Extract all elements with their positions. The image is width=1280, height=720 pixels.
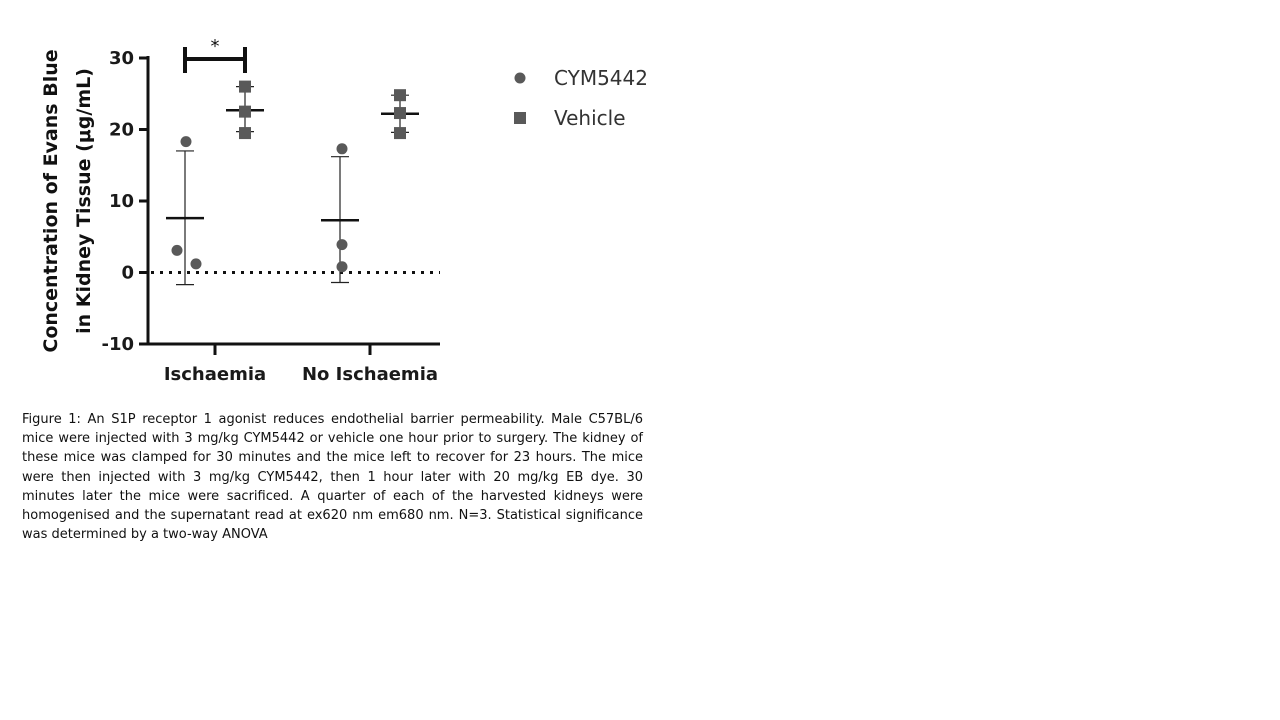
legend-marker-circle (515, 73, 526, 84)
data-point-square (239, 127, 251, 139)
legend-label: CYM5442 (554, 66, 648, 90)
y-tick-label: -10 (101, 334, 134, 355)
data-point-circle (337, 239, 348, 250)
data-point-square (394, 127, 406, 139)
data-point-square (394, 107, 406, 119)
y-tick-label: 30 (108, 48, 134, 69)
data-point-square (239, 81, 251, 93)
y-tick-label: 0 (121, 262, 134, 284)
data-point-circle (181, 136, 192, 147)
figure-caption: Figure 1: An S1P receptor 1 agonist reduces endothelial barrier permeability. Male C57BL/6 mice were injected with 3 mg/kg CYM5442 or vehicle one hour prior to surgery. The kidney of these mice was clamped for 30 minutes and the mice left to recover for 23 hours. The mice were then injected with 3 mg/kg CYM5442, then 1 hour later with 20 mg/kg EB dye. 30 minutes later the mice were sacrificed. A quarter of each of the harvested kidneys were homogenised and the supernatant read at ex620 nm em680 nm. N=3. Statistical significance was determined by a two-way ANOVA (22, 412, 643, 543)
y-axis-title-line2: in Kidney Tissue (μg/mL) (73, 68, 95, 334)
y-axis-title-line1: Concentration of Evans Blue (40, 49, 62, 353)
data-point-circle (337, 143, 348, 154)
data-point-circle (191, 258, 202, 269)
data-point-square (394, 89, 406, 101)
dot-plot-chart (0, 0, 700, 400)
data-point-square (239, 106, 251, 118)
x-tick-label: Ischaemia (163, 364, 267, 385)
x-tick-label: No Ischaemia (301, 364, 439, 385)
significance-star: * (210, 36, 220, 57)
y-tick-label: 20 (108, 119, 134, 141)
legend-marker-square (514, 112, 526, 124)
y-tick-label: 10 (108, 191, 134, 212)
data-point-circle (172, 245, 183, 256)
legend-label: Vehicle (554, 106, 626, 130)
data-point-circle (337, 261, 348, 272)
